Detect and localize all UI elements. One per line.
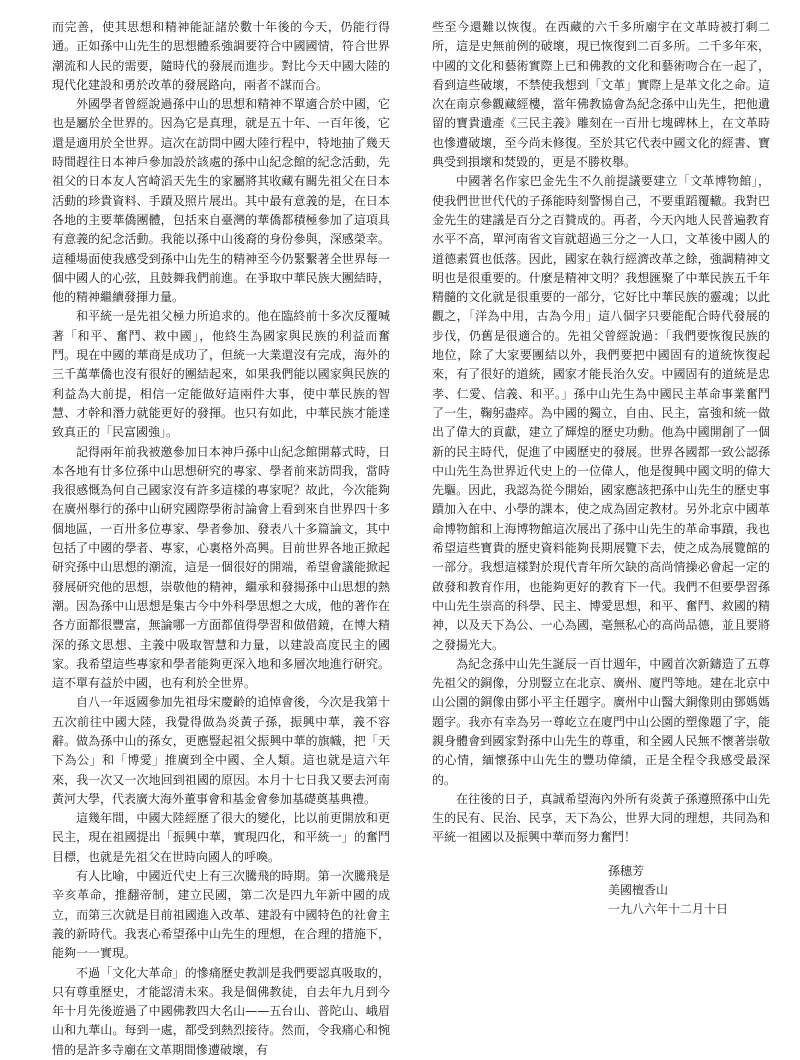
paragraph: 不過「文化大革命」的慘痛歷史教訓是我們要認真吸取的，只有尊重歷史，才能認清未來。我是個佛教徒，自去年九月到今年十月先後遊過了中國佛教四大名山——五台山、普陀山、峨眉山和九華山。每到一處，都受到熱烈接待。然而，令我痛心和惋惜的是許多寺廟在文革期間慘遭破壞，有 — [52, 965, 390, 1057]
paragraph: 自八一年返國參加先祖母宋慶齡的追悼會後，今次是我第十五次前往中國大陸，我覺得做為炎黃子孫，振興中華，義不容辭。做為孫中山的孫女，更應豎起祖父振興中華的旗幟，把「天下為公」和「博愛」推廣到全中國、全人類。這也就是這六年來，我一次又一次地回到祖國的原因。本月十七日我又要去河南黃河大學，代表廣大海外董事會和基金會參加基礎奠基典禮。 — [52, 695, 390, 806]
right-column — [432, 18, 770, 1060]
paragraph: 外國學者曾經說過孫中山的思想和精神不單適合於中國，它也是屬於全世界的。因為它是真理，就是五十年、一百年後，它還是適用於全世界。這次在訪問中國大陸行程中，特地抽了幾天時間趕往日本神戶參加設於該處的孫中山紀念館的紀念活動，先祖父的日本友人宮崎滔天先生的家屬將其收藏有關先祖父在日本活動的珍貴資料、手蹟及照片展出。其中最有意義的是，在日本各地的主要華僑團體，包括來自臺灣的華僑都積極參加了這項具有意義的紀念活動。我能以孫中山後裔的身份參與，深感榮幸。這種場面使我感受到孫中山先生的精神至今仍緊繫著全世界每一個中國人的心弦，且鼓舞我們前進。在爭取中華民族大團結時，他的精神繼續發揮力量。 — [52, 97, 390, 305]
paragraph: 和平統一是先祖父極力所追求的。他在臨終前十多次反覆喊著「和平、奮鬥、救中國」，他終生為國家與民族的利益而奮鬥。現在中國的華商是成功了，但統一大業還沒有完成，海外的三千萬華僑也沒有很好的團結起來，如果我們能以國家與民族的利益為大前提，相信一定能做好這兩件大事，使中華民族的智慧、才幹和潛力就能更好的發揮。也只有如此，中華民族才能達致真正的「民富國強」。 — [52, 309, 390, 440]
paragraph: 些至今還難以恢復。在西藏的六千多所廟宇在文革時被打剩二所，這是史無前例的破壞，現已恢復到二百多所。二千多年來，中國的文化和藝術實際上已和佛教的文化和藝術吻合在一起了，看到這些破壞，不禁使我想到「文革」實際上是革文化之命。這次在南京參觀藏經樓，當年佛教協會為紀念孫中山先生，把他遺留的寶貴遺產《三民主義》雕刻在一百卅七塊碑林上，在文革時也慘遭破壞，至今尚未修復。至於其它代表中國文化的經書、寶典受到損壞和焚毀的，更是不勝枚舉。 — [432, 20, 770, 170]
signature-name: 孫穗芳 — [608, 863, 645, 878]
paragraph: 中國著名作家巴金先生不久前提議要建立「文革博物館」，使我們世世代代的子孫能時刻警惕自己，不要重蹈覆轍。我對巴金先生的建議是百分之百贊成的。再者，今天內地人民普遍教育水平不高，單河南省文盲就超過三分之一人口，文革後中國人的道德素質也低落。因此，國家在執行經濟改革之餘，強調精神文明也是很重要的。什麼是精神文明？我想匯聚了中華民族五千年精髓的文化就是很重要的一部分，它好比中華民族的靈魂；以此觀之，「洋為中用，古為今用」這八個字只要能配合時代發展的步伐，仍舊是很適合的。先祖父曾經說過：「我們要恢復民族的地位，除了大家要團結以外，我們要把中國固有的道統恢復起來，有了很好的道統，國家才能長治久安。中國固有的道統是忠孝、仁愛、信義、和平。」孫中山先生為中國民主革命事業奮鬥了一生，鞠躬盡瘁。為中國的獨立，自由、民主，富強和統一做出了偉大的貢獻，建立了輝煌的歷史功勳。他為中國開創了一個新的民主時代，促進了中國歷史的發展。世界各國都一致公認孫中山先生為世界近代史上的一位偉人，他是復興中國文明的偉大先驅。因此，我認為從今開始，國家應該把孫中山先生的歷史事蹟加入在中、小學的課本，使之成為固定教材。另外北京中國革命博物館和上海博物館這次展出了孫中山先生的革命事蹟，我也希望這些寶貴的歷史資料能夠長期展覽下去，使之成為展覽館的一部分。我想這樣對於現代青年所欠缺的高尚情操必會起一定的啟發和教育作用，也能夠更好的教育下一代。我們不但要學習孫中山先生崇高的科學、民主、博愛思想，和平、奮鬥、救國的精神，以及天下為公、一心為國，毫無私心的高尚品德，並且要將之發揚光大。 — [432, 174, 770, 652]
paragraph: 在往後的日子，真誠希望海內外所有炎黃子孫遵照孫中山先生的民有、民治、民享，天下為公，世界大同的理想，共同為和平統一祖國以及振興中華而努力奮鬥！ — [432, 791, 770, 845]
paragraph: 而完善，使其思想和精神能証諸於數十年後的今天，仍能行得通。正如孫中山先生的思想體系強調要符合中國國情，符合世界潮流和人民的需要，隨時代的發展而進步。對比今天中國大陸的現代化建設和勇於改革的發展路向，兩者不謀而合。 — [52, 20, 390, 92]
signature-place: 美國檀香山 — [608, 883, 669, 898]
signature-date: 一九八六年十二月十日 — [608, 902, 729, 917]
paragraph: 有人比喻，中國近代史上有三次騰飛的時期。第一次騰飛是辛亥革命，推翻帝制，建立民國，第二次是四九年新中國的成立，而第三次就是目前祖國進入改革、建設有中國特色的社會主義的新時代。我衷心希望孫中山先生的理想，在合理的措施下，能夠一一實現。 — [52, 869, 390, 961]
text-columns — [52, 18, 770, 1060]
left-column — [52, 18, 390, 1060]
paragraph: 記得兩年前我被邀參加日本神戶孫中山紀念館開幕式時，日本各地有廿多位孫中山思想研究的專家、學者前來訪問我，當時我很感慨為何自己國家沒有許多這樣的專家呢？故此，今次能夠在廣州舉行的孫中山研究國際學術討論會上看到來自世界四十多個地區，一百卅多位專家、學者參加、發表八十多篇論文，其中包括了中國的學者、專家，心裏格外高興。目前世界各地正掀起研究孫中山思想的潮流，這是一個很好的開端，希望會議能掀起發展研究他的思想，崇敬他的精神，繼承和發揚孫中山思想的熱潮。因為孫中山思想是集古今中外科學思想之大成，他的著作在各方面都很豐富，無論哪一方面都值得學習和做借鏡，在博大精深的孫文思想、主義中吸取智慧和力量，以建設高度民主的國家。我希望這些專家和學者能夠更深入地和多層次地進行研究。這不單有益於中國，也有利於全世界。 — [52, 444, 390, 691]
signature-block — [432, 862, 770, 920]
paragraph: 這幾年間，中國大陸經歷了很大的變化，比以前更開放和更民主，現在祖國提出「振興中華，實現四化，和平統一」的奮鬥目標，也就是先祖父在世時向國人的呼喚。 — [52, 811, 390, 864]
paragraph: 為紀念孫中山先生誕辰一百廿週年，中國首次新鑄造了五尊先祖父的銅像，分別豎立在北京、廣州、廈門等地。建在北京中山公園的銅像由鄧小平主任題字。廣州中山醫大銅像則由鄧媽媽題字。我亦有幸為另一尊屹立在廈門中山公園的塑像題了字，能親身體會到國家對孫中山先生的尊重，和全國人民無不懷著崇敬的心情，緬懷孫中山先生的豐功偉績，正是全程令我感受最深的。 — [432, 656, 770, 787]
